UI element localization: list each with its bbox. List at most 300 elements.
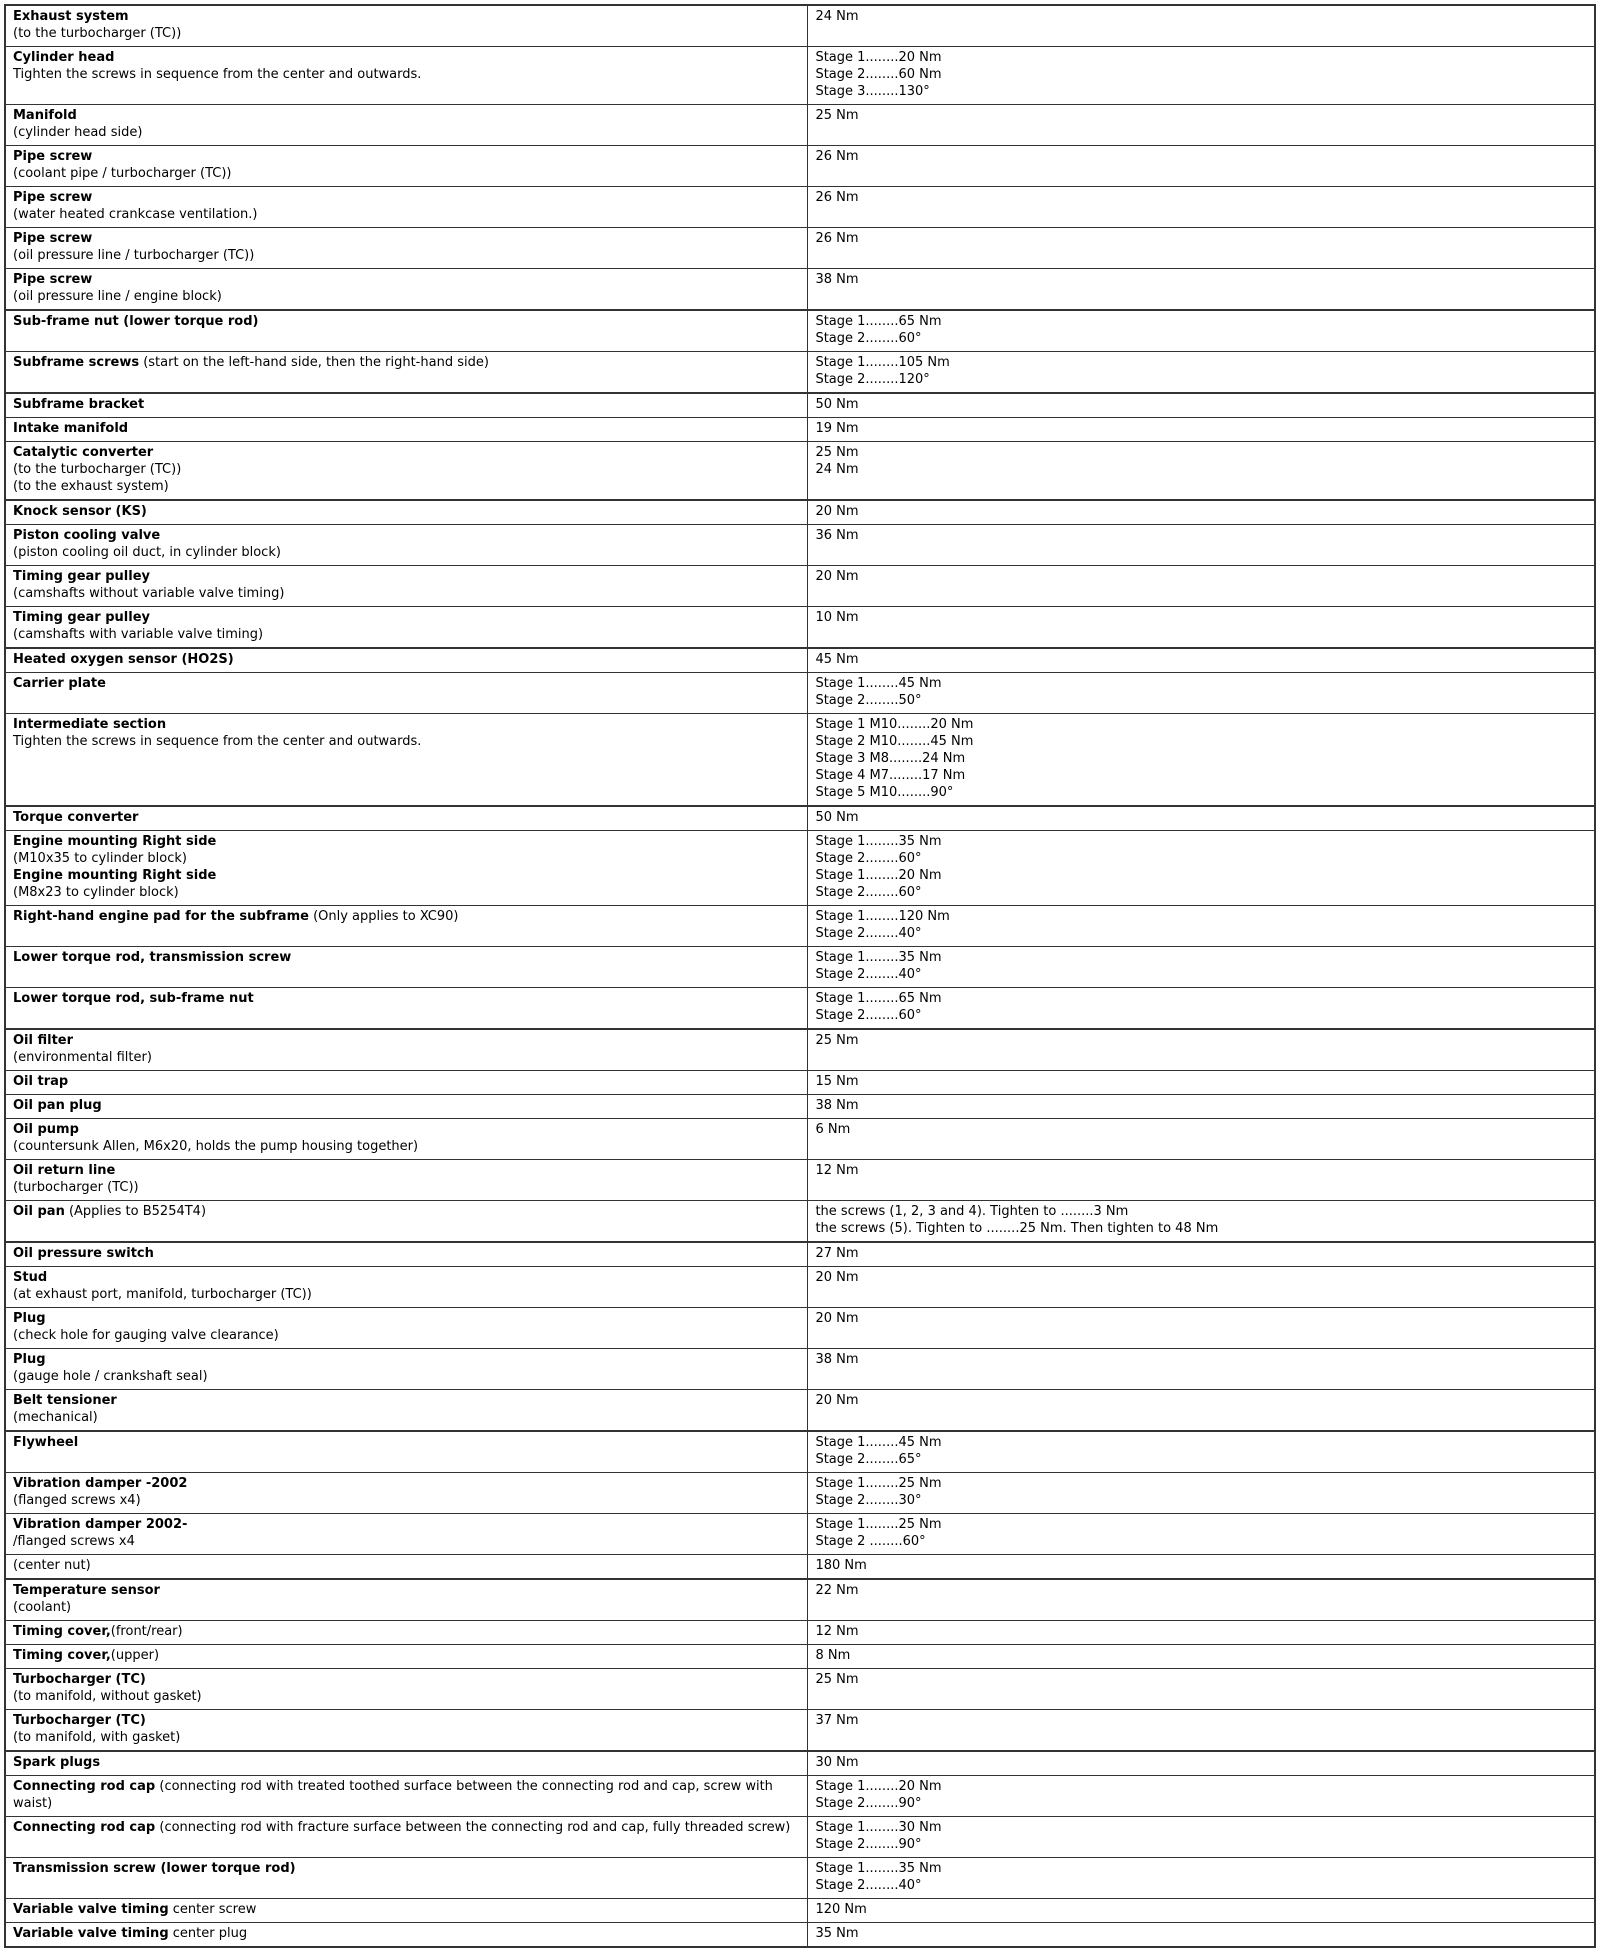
component-cell bbox=[5, 1431, 808, 1473]
torque-value: Stage 2........60° bbox=[815, 331, 922, 346]
component-cell bbox=[5, 906, 808, 947]
component-name: Timing cover, bbox=[13, 1648, 111, 1663]
torque-spec-table bbox=[4, 4, 1596, 1948]
torque-value: 120 Nm bbox=[815, 1902, 867, 1917]
component-line bbox=[13, 949, 800, 966]
torque-cell bbox=[808, 1514, 1595, 1555]
component-description: (connecting rod with treated toothed surface between the connecting rod and cap, screw with waist) bbox=[13, 1779, 773, 1811]
component-line bbox=[13, 461, 800, 478]
component-line bbox=[13, 833, 800, 850]
component-name: Right-hand engine pad for the subframe bbox=[13, 909, 309, 924]
component-name: Vibration damper -2002 bbox=[13, 1476, 188, 1491]
torque-cell bbox=[808, 1710, 1595, 1752]
table-row bbox=[5, 1119, 1595, 1160]
component-description: (center nut) bbox=[13, 1558, 91, 1573]
component-description: (water heated crankcase ventilation.) bbox=[13, 207, 258, 222]
component-line bbox=[13, 1671, 800, 1688]
table-row bbox=[5, 1308, 1595, 1349]
torque-value: 15 Nm bbox=[815, 1074, 859, 1089]
table-row bbox=[5, 146, 1595, 187]
component-name: Belt tensioner bbox=[13, 1393, 117, 1408]
torque-value: Stage 1........45 Nm bbox=[815, 676, 942, 691]
table-row bbox=[5, 393, 1595, 418]
component-cell bbox=[5, 1473, 808, 1514]
torque-value: Stage 2........90° bbox=[815, 1837, 922, 1852]
component-line bbox=[13, 585, 800, 602]
torque-value: 25 Nm bbox=[815, 445, 859, 460]
component-cell bbox=[5, 1514, 808, 1555]
torque-value: the screws (5). Tighten to ........25 Nm. Then tighten to 48 Nm bbox=[815, 1221, 1219, 1236]
table-row bbox=[5, 1669, 1595, 1710]
torque-value: 25 Nm bbox=[815, 1033, 859, 1048]
component-description: (to the turbocharger (TC)) bbox=[13, 26, 182, 41]
component-line bbox=[13, 1097, 800, 1114]
component-line bbox=[13, 1582, 800, 1599]
component-description: (to manifold, with gasket) bbox=[13, 1730, 181, 1745]
component-description: (to the turbocharger (TC)) bbox=[13, 462, 182, 477]
torque-value: Stage 1........65 Nm bbox=[815, 314, 942, 329]
table-row bbox=[5, 1473, 1595, 1514]
component-line bbox=[13, 1623, 800, 1640]
torque-cell bbox=[808, 1555, 1595, 1580]
torque-cell bbox=[808, 1645, 1595, 1669]
component-line bbox=[13, 1310, 800, 1327]
component-description: (camshafts without variable valve timing) bbox=[13, 586, 285, 601]
component-name: Exhaust system bbox=[13, 9, 129, 24]
component-line bbox=[13, 626, 800, 643]
torque-value: 50 Nm bbox=[815, 810, 859, 825]
torque-cell bbox=[808, 1349, 1595, 1390]
torque-value: 30 Nm bbox=[815, 1755, 859, 1770]
torque-value: 26 Nm bbox=[815, 231, 859, 246]
component-line bbox=[13, 1901, 800, 1918]
component-line bbox=[13, 396, 800, 413]
component-line bbox=[13, 271, 800, 288]
component-line bbox=[13, 313, 800, 330]
table-row bbox=[5, 47, 1595, 105]
torque-value: Stage 2........65° bbox=[815, 1452, 922, 1467]
component-line bbox=[13, 1557, 800, 1574]
torque-cell bbox=[808, 525, 1595, 566]
component-description: (coolant) bbox=[13, 1600, 72, 1615]
component-name: Manifold bbox=[13, 108, 77, 123]
torque-cell bbox=[808, 1071, 1595, 1095]
torque-cell bbox=[808, 673, 1595, 714]
component-line bbox=[13, 206, 800, 223]
torque-value: 27 Nm bbox=[815, 1246, 859, 1261]
component-line bbox=[13, 1925, 800, 1942]
component-line bbox=[13, 1729, 800, 1746]
component-name: Intermediate section bbox=[13, 717, 167, 732]
torque-value: Stage 2........60 Nm bbox=[815, 67, 942, 82]
component-name: Oil pump bbox=[13, 1122, 79, 1137]
torque-value: 12 Nm bbox=[815, 1163, 859, 1178]
torque-cell bbox=[808, 1390, 1595, 1432]
component-line bbox=[13, 1533, 800, 1550]
component-line bbox=[13, 809, 800, 826]
component-name: Temperature sensor bbox=[13, 1583, 160, 1598]
component-cell bbox=[5, 187, 808, 228]
torque-cell bbox=[808, 1751, 1595, 1776]
component-line bbox=[13, 503, 800, 520]
torque-cell bbox=[808, 1579, 1595, 1621]
torque-cell bbox=[808, 1858, 1595, 1899]
torque-cell bbox=[808, 500, 1595, 525]
torque-value: Stage 1 M10........20 Nm bbox=[815, 717, 974, 732]
component-name: Intake manifold bbox=[13, 421, 129, 436]
component-line bbox=[13, 1434, 800, 1451]
table-row bbox=[5, 352, 1595, 394]
torque-cell bbox=[808, 393, 1595, 418]
component-cell bbox=[5, 1645, 808, 1669]
component-name: Turbocharger (TC) bbox=[13, 1713, 146, 1728]
component-line bbox=[13, 1492, 800, 1509]
component-name: Oil trap bbox=[13, 1074, 69, 1089]
torque-cell bbox=[808, 1119, 1595, 1160]
component-line bbox=[13, 733, 800, 750]
component-description: /flanged screws x4 bbox=[13, 1534, 135, 1549]
torque-cell bbox=[808, 988, 1595, 1030]
torque-cell bbox=[808, 714, 1595, 807]
torque-value: Stage 1........20 Nm bbox=[815, 868, 942, 883]
table-row bbox=[5, 1776, 1595, 1817]
component-line bbox=[13, 247, 800, 264]
torque-cell bbox=[808, 418, 1595, 442]
component-cell bbox=[5, 1160, 808, 1201]
torque-value: Stage 1........25 Nm bbox=[815, 1476, 942, 1491]
component-cell bbox=[5, 1119, 808, 1160]
table-row bbox=[5, 673, 1595, 714]
component-cell bbox=[5, 1071, 808, 1095]
torque-value: 20 Nm bbox=[815, 1270, 859, 1285]
table-row bbox=[5, 1029, 1595, 1071]
torque-value: 8 Nm bbox=[815, 1648, 851, 1663]
component-cell bbox=[5, 1095, 808, 1119]
torque-cell bbox=[808, 1160, 1595, 1201]
torque-value: the screws (1, 2, 3 and 4). Tighten to ........3 Nm bbox=[815, 1204, 1129, 1219]
table-row bbox=[5, 1201, 1595, 1243]
torque-cell bbox=[808, 1776, 1595, 1817]
torque-value: Stage 5 M10........90° bbox=[815, 785, 954, 800]
component-cell bbox=[5, 566, 808, 607]
component-line bbox=[13, 527, 800, 544]
component-description: (Only applies to XC90) bbox=[308, 909, 459, 924]
torque-cell bbox=[808, 607, 1595, 649]
component-description: (to the exhaust system) bbox=[13, 479, 169, 494]
component-name: Timing cover, bbox=[13, 1624, 111, 1639]
torque-value: Stage 1........35 Nm bbox=[815, 834, 942, 849]
component-line bbox=[13, 230, 800, 247]
table-row bbox=[5, 566, 1595, 607]
torque-value: Stage 2........40° bbox=[815, 926, 922, 941]
component-cell bbox=[5, 1349, 808, 1390]
component-line bbox=[13, 1049, 800, 1066]
component-cell bbox=[5, 47, 808, 105]
component-line bbox=[13, 1409, 800, 1426]
component-line bbox=[13, 189, 800, 206]
component-line bbox=[13, 1819, 800, 1836]
table-row bbox=[5, 418, 1595, 442]
table-row bbox=[5, 1858, 1595, 1899]
torque-cell bbox=[808, 1817, 1595, 1858]
component-description: (at exhaust port, manifold, turbocharger (TC)) bbox=[13, 1287, 312, 1302]
torque-cell bbox=[808, 47, 1595, 105]
torque-cell bbox=[808, 831, 1595, 906]
table-row bbox=[5, 906, 1595, 947]
component-name: Vibration damper 2002- bbox=[13, 1517, 188, 1532]
component-description: (camshafts with variable valve timing) bbox=[13, 627, 264, 642]
component-description: (to manifold, without gasket) bbox=[13, 1689, 202, 1704]
table-row bbox=[5, 269, 1595, 311]
component-line bbox=[13, 1688, 800, 1705]
component-cell bbox=[5, 442, 808, 501]
component-line bbox=[13, 1286, 800, 1303]
component-line bbox=[13, 288, 800, 305]
component-cell bbox=[5, 393, 808, 418]
component-line bbox=[13, 884, 800, 901]
component-name: Variable valve timing bbox=[13, 1902, 169, 1917]
component-name: Carrier plate bbox=[13, 676, 106, 691]
component-line bbox=[13, 1203, 800, 1220]
component-cell bbox=[5, 1201, 808, 1243]
component-cell bbox=[5, 1669, 808, 1710]
torque-value: 24 Nm bbox=[815, 9, 859, 24]
torque-cell bbox=[808, 1267, 1595, 1308]
torque-value: Stage 2........120° bbox=[815, 372, 930, 387]
torque-value: 50 Nm bbox=[815, 397, 859, 412]
component-line bbox=[13, 420, 800, 437]
torque-cell bbox=[808, 648, 1595, 673]
component-description: (cylinder head side) bbox=[13, 125, 143, 140]
torque-value: 20 Nm bbox=[815, 504, 859, 519]
torque-value: 20 Nm bbox=[815, 569, 859, 584]
component-name: Pipe screw bbox=[13, 272, 93, 287]
torque-value: Stage 1........120 Nm bbox=[815, 909, 950, 924]
component-cell bbox=[5, 947, 808, 988]
table-row bbox=[5, 1923, 1595, 1948]
component-line bbox=[13, 1032, 800, 1049]
torque-value: Stage 2........50° bbox=[815, 693, 922, 708]
component-cell bbox=[5, 228, 808, 269]
component-description: (mechanical) bbox=[13, 1410, 98, 1425]
torque-value: 38 Nm bbox=[815, 1098, 859, 1113]
component-name: Spark plugs bbox=[13, 1755, 101, 1770]
component-cell bbox=[5, 673, 808, 714]
table-row bbox=[5, 442, 1595, 501]
component-cell bbox=[5, 310, 808, 352]
component-cell bbox=[5, 988, 808, 1030]
table-row bbox=[5, 500, 1595, 525]
table-row bbox=[5, 310, 1595, 352]
torque-cell bbox=[808, 146, 1595, 187]
component-cell bbox=[5, 1242, 808, 1267]
table-row bbox=[5, 1160, 1595, 1201]
component-name: Subframe bracket bbox=[13, 397, 145, 412]
component-description: (piston cooling oil duct, in cylinder block) bbox=[13, 545, 281, 560]
component-line bbox=[13, 716, 800, 733]
torque-cell bbox=[808, 806, 1595, 831]
table-row bbox=[5, 525, 1595, 566]
torque-cell bbox=[808, 269, 1595, 311]
component-name: Engine mounting Right side bbox=[13, 868, 217, 883]
torque-cell bbox=[808, 1029, 1595, 1071]
table-row bbox=[5, 1267, 1595, 1308]
component-line bbox=[13, 148, 800, 165]
component-description: (check hole for gauging valve clearance) bbox=[13, 1328, 279, 1343]
component-description: Tighten the screws in sequence from the center and outwards. bbox=[13, 734, 422, 749]
component-name: Pipe screw bbox=[13, 231, 93, 246]
component-line bbox=[13, 8, 800, 25]
component-line bbox=[13, 1778, 800, 1812]
component-description: (oil pressure line / engine block) bbox=[13, 289, 222, 304]
torque-spec-body bbox=[5, 5, 1595, 1947]
component-name: Oil pan plug bbox=[13, 1098, 102, 1113]
table-row bbox=[5, 1817, 1595, 1858]
torque-cell bbox=[808, 187, 1595, 228]
component-line bbox=[13, 25, 800, 42]
torque-cell bbox=[808, 1923, 1595, 1948]
component-name: Lower torque rod, transmission screw bbox=[13, 950, 292, 965]
component-line bbox=[13, 1269, 800, 1286]
component-cell bbox=[5, 714, 808, 807]
torque-value: 38 Nm bbox=[815, 272, 859, 287]
component-line bbox=[13, 675, 800, 692]
component-cell bbox=[5, 1817, 808, 1858]
table-row bbox=[5, 1621, 1595, 1645]
torque-value: Stage 2........60° bbox=[815, 1008, 922, 1023]
torque-value: Stage 3........130° bbox=[815, 84, 930, 99]
component-name: Flywheel bbox=[13, 1435, 79, 1450]
component-name: Transmission screw (lower torque rod) bbox=[13, 1861, 296, 1876]
table-row bbox=[5, 105, 1595, 146]
component-cell bbox=[5, 1267, 808, 1308]
component-cell bbox=[5, 607, 808, 649]
torque-value: Stage 1........105 Nm bbox=[815, 355, 950, 370]
torque-cell bbox=[808, 1308, 1595, 1349]
component-line bbox=[13, 1351, 800, 1368]
table-row bbox=[5, 1071, 1595, 1095]
torque-cell bbox=[808, 906, 1595, 947]
component-cell bbox=[5, 648, 808, 673]
component-description: (Applies to B5254T4) bbox=[64, 1204, 207, 1219]
torque-cell bbox=[808, 228, 1595, 269]
table-row bbox=[5, 831, 1595, 906]
component-cell bbox=[5, 1751, 808, 1776]
torque-cell bbox=[808, 105, 1595, 146]
torque-cell bbox=[808, 5, 1595, 47]
torque-value: Stage 1........30 Nm bbox=[815, 1820, 942, 1835]
component-line bbox=[13, 1162, 800, 1179]
component-name: Stud bbox=[13, 1270, 48, 1285]
torque-value: 6 Nm bbox=[815, 1122, 851, 1137]
component-line bbox=[13, 124, 800, 141]
torque-value: 24 Nm bbox=[815, 462, 859, 477]
torque-value: 45 Nm bbox=[815, 652, 859, 667]
torque-cell bbox=[808, 352, 1595, 394]
torque-value: Stage 2........40° bbox=[815, 967, 922, 982]
torque-value: Stage 2........90° bbox=[815, 1796, 922, 1811]
table-row bbox=[5, 1095, 1595, 1119]
component-cell bbox=[5, 1923, 808, 1948]
table-row bbox=[5, 1390, 1595, 1432]
table-row bbox=[5, 1431, 1595, 1473]
component-line bbox=[13, 1516, 800, 1533]
component-description: (start on the left-hand side, then the right-hand side) bbox=[139, 355, 489, 370]
torque-cell bbox=[808, 1669, 1595, 1710]
torque-value: Stage 1........20 Nm bbox=[815, 1779, 942, 1794]
torque-value: 26 Nm bbox=[815, 190, 859, 205]
torque-value: 37 Nm bbox=[815, 1713, 859, 1728]
torque-value: 25 Nm bbox=[815, 1672, 859, 1687]
torque-cell bbox=[808, 1621, 1595, 1645]
component-line bbox=[13, 478, 800, 495]
component-name: Plug bbox=[13, 1352, 46, 1367]
torque-value: 36 Nm bbox=[815, 528, 859, 543]
component-name: Knock sensor (KS) bbox=[13, 504, 147, 519]
torque-value: Stage 2........60° bbox=[815, 885, 922, 900]
component-name: Pipe screw bbox=[13, 190, 93, 205]
component-line bbox=[13, 1327, 800, 1344]
component-name: Timing gear pulley bbox=[13, 610, 151, 625]
component-name: Piston cooling valve bbox=[13, 528, 161, 543]
torque-value: 20 Nm bbox=[815, 1393, 859, 1408]
component-name: Torque converter bbox=[13, 810, 139, 825]
component-description: center plug bbox=[168, 1926, 248, 1941]
torque-value: Stage 1........35 Nm bbox=[815, 950, 942, 965]
component-cell bbox=[5, 831, 808, 906]
component-cell bbox=[5, 146, 808, 187]
table-row bbox=[5, 1514, 1595, 1555]
component-name: Connecting rod cap bbox=[13, 1779, 156, 1794]
component-description: (coolant pipe / turbocharger (TC)) bbox=[13, 166, 232, 181]
component-description: (front/rear) bbox=[110, 1624, 183, 1639]
torque-cell bbox=[808, 947, 1595, 988]
table-row bbox=[5, 5, 1595, 47]
torque-cell bbox=[808, 566, 1595, 607]
torque-value: Stage 1........45 Nm bbox=[815, 1435, 942, 1450]
component-description: center screw bbox=[168, 1902, 257, 1917]
torque-cell bbox=[808, 1431, 1595, 1473]
component-line bbox=[13, 990, 800, 1007]
component-cell bbox=[5, 105, 808, 146]
component-cell bbox=[5, 525, 808, 566]
table-row bbox=[5, 228, 1595, 269]
table-row bbox=[5, 1710, 1595, 1752]
component-line bbox=[13, 66, 800, 83]
table-row bbox=[5, 187, 1595, 228]
component-cell bbox=[5, 1390, 808, 1432]
component-line bbox=[13, 1599, 800, 1616]
component-line bbox=[13, 165, 800, 182]
component-line bbox=[13, 1179, 800, 1196]
component-description: (upper) bbox=[110, 1648, 160, 1663]
component-cell bbox=[5, 1579, 808, 1621]
torque-value: 25 Nm bbox=[815, 108, 859, 123]
component-name: Subframe screws bbox=[13, 355, 140, 370]
torque-value: Stage 1........20 Nm bbox=[815, 50, 942, 65]
component-cell bbox=[5, 269, 808, 311]
torque-value: 180 Nm bbox=[815, 1558, 867, 1573]
component-name: Pipe screw bbox=[13, 149, 93, 164]
component-cell bbox=[5, 1029, 808, 1071]
component-name: Variable valve timing bbox=[13, 1926, 169, 1941]
component-name: Plug bbox=[13, 1311, 46, 1326]
component-name: Sub-frame nut (lower torque rod) bbox=[13, 314, 259, 329]
component-cell bbox=[5, 1555, 808, 1580]
component-name: Engine mounting Right side bbox=[13, 834, 217, 849]
table-row bbox=[5, 947, 1595, 988]
table-row bbox=[5, 1555, 1595, 1580]
